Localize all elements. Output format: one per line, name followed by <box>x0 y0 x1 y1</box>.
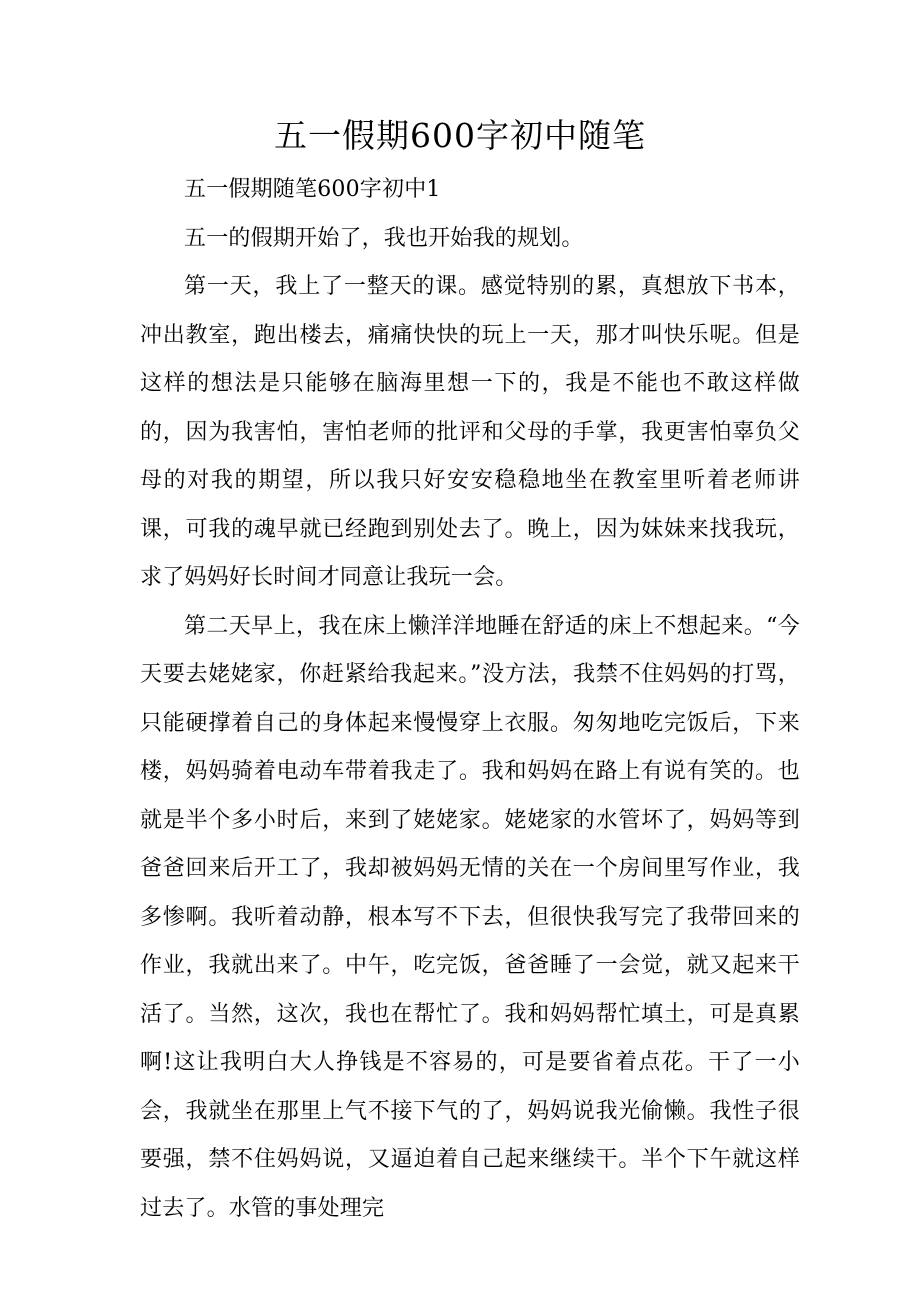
document-body <box>140 166 800 1233</box>
paragraph-day-one: 第一天，我上了一整天的课。感觉特别的累，真想放下书本，冲出教室，跑出楼去，痛痛快快的玩上一天，那才叫快乐呢。但是这样的想法是只能够在脑海里想一下的，我是不能也不敢这样做的，因为我害怕，害怕老师的批评和父母的手掌，我更害怕辜负父母的对我的期望，所以我只好安安稳稳地坐在教室里听着老师讲课，可我的魂早就已经跑到别处去了。晚上，因为妹妹来找我玩，求了妈妈好长时间才同意让我玩一会。 <box>140 274 800 590</box>
paragraph-day-two: 第二天早上，我在床上懒洋洋地睡在舒适的床上不想起来。“今天要去姥姥家，你赶紧给我起来。”没方法，我禁不住妈妈的打骂，只能硬撑着自己的身体起来慢慢穿上衣服。匆匆地吃完饭后，下来楼，妈妈骑着电动车带着我走了。我和妈妈在路上有说有笑的。也就是半个多小时后，来到了姥姥家。姥姥家的水管坏了，妈妈等到爸爸回来后开工了，我却被妈妈无情的关在一个房间里写作业，我多惨啊。我听着动静，根本写不下去，但很快我写完了我带回来的作业，我就出来了。中午，吃完饭，爸爸睡了一会觉，就又起来干活了。当然，这次，我也在帮忙了。我和妈妈帮忙填土，可是真累啊!这让我明白大人挣钱是不容易的，可是要省着点花。干了一小会，我就坐在那里上气不接下气的了，妈妈说我光偷懒。我性子很要强，禁不住妈妈说，又逼迫着自己起来继续干。半个下午就这样过去了。水管的事处理完 <box>140 613 800 1221</box>
document-title: 五一假期600字初中随笔 <box>274 116 646 155</box>
paragraph-intro: 五一的假期开始了，我也开始我的规划。 <box>184 225 584 251</box>
paragraph-subtitle: 五一假期随笔600字初中1 <box>184 177 441 202</box>
